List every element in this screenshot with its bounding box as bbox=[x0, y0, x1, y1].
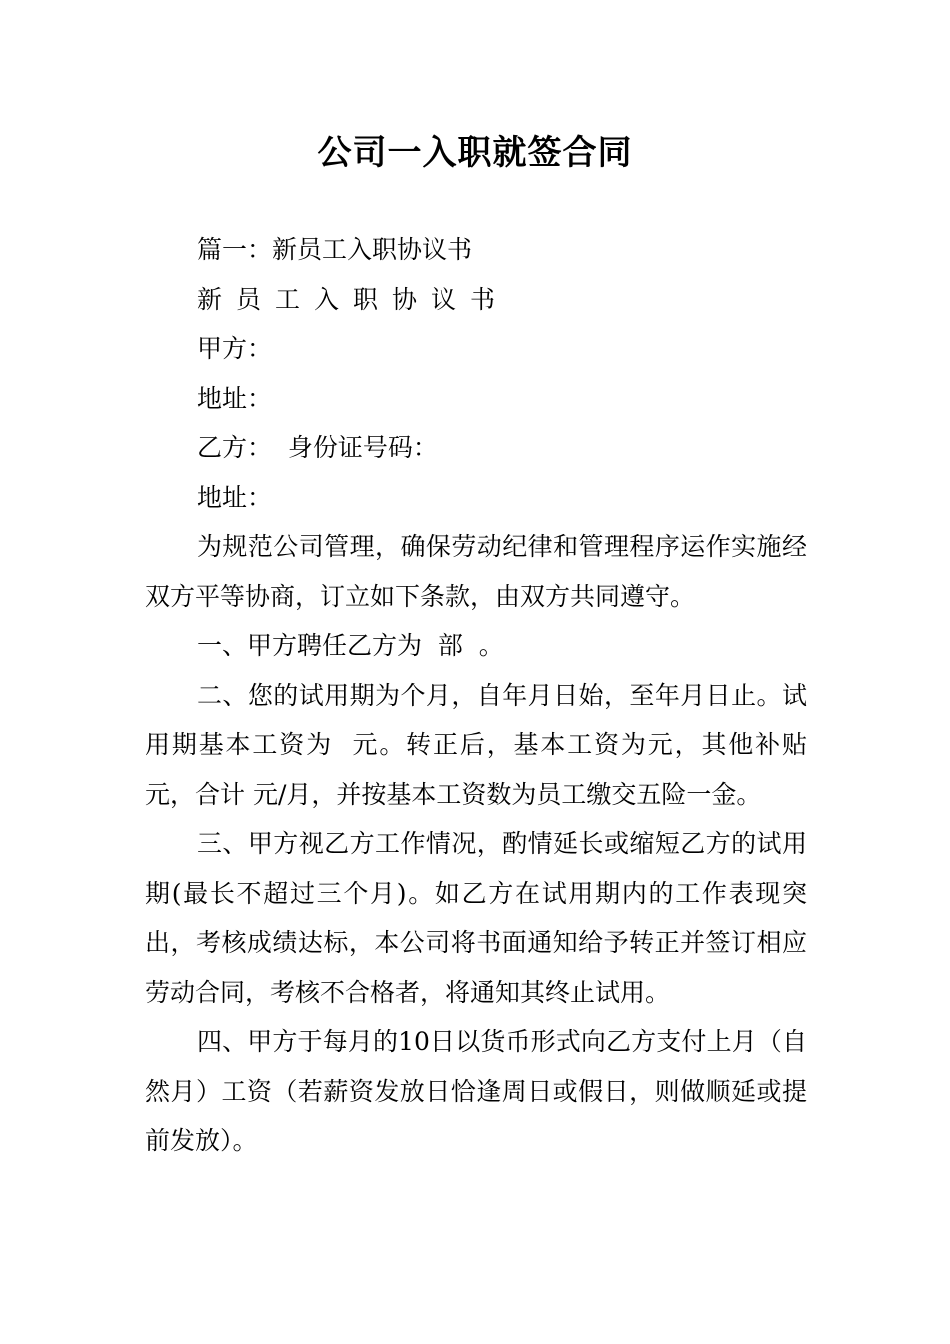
party-b-label: 乙方： 身份证号码： bbox=[197, 433, 438, 462]
section-heading: 篇一：新员工入职协议书 bbox=[197, 235, 473, 264]
document-title: 公司一入职就签合同 bbox=[317, 133, 633, 173]
party-a-label: 甲方： bbox=[197, 334, 273, 363]
document-body bbox=[145, 225, 823, 1166]
party-a-address-label: 地址： bbox=[197, 383, 273, 413]
agreement-heading: 新员工入职协议书 bbox=[197, 284, 510, 314]
clause-1: 一、甲方聘任乙方为 部 。 bbox=[197, 631, 504, 660]
clause-2: 二、您的试用期为个月，自年月日始，至年月日止。试用期基本工资为 元。转正后，基本工资为元，其他补贴 元，合计 元/月，并按基本工资数为员工缴交五险一金。 bbox=[145, 680, 823, 809]
clause-3: 三、甲方视乙方工作情况，酌情延长或缩短乙方的试用期(最长不超过三个月)。如乙方在试用期内的工作表现突出，考核成绩达标，本公司将书面通知给予转正并签订相应劳动合同，考核不合格者，将通知其终止试用。 bbox=[145, 829, 807, 1007]
preamble-paragraph: 为规范公司管理，确保劳动纪律和管理程序运作实施经双方平等协商，订立如下条款，由双方共同遵守。 bbox=[145, 532, 807, 611]
clause-4: 四、甲方于每月的10日以货币形式向乙方支付上月（自然月）工资（若薪资发放日恰逢周日或假日，则做顺延或提前发放）。 bbox=[145, 1027, 807, 1155]
party-b-address-label: 地址： bbox=[197, 482, 273, 512]
